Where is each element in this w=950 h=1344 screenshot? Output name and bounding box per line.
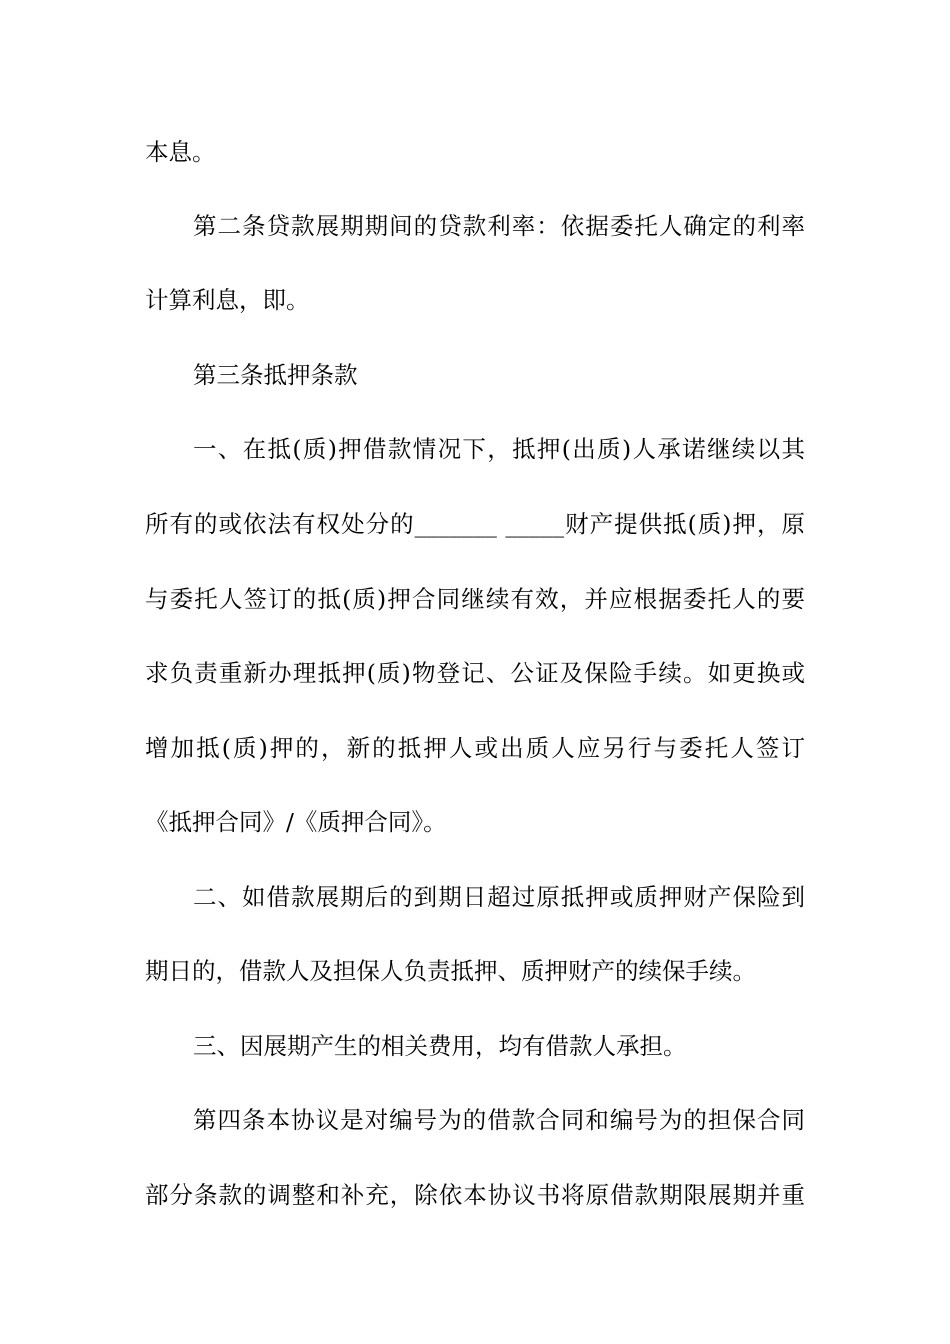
paragraph-line: 第二条贷款展期期间的贷款利率：依据委托人确定的利率 — [193, 212, 805, 240]
paragraph-line: 与委托人签订的抵(质)押合同继续有效，并应根据委托人的要 — [145, 585, 805, 613]
paragraph-line: 三、因展期产生的相关费用，均有借款人承担。 — [193, 1032, 687, 1060]
paragraph-line: 部分条款的调整和补充，除依本协议书将原借款期限展期并重 — [145, 1181, 805, 1209]
paragraph-line: 一、在抵(质)押借款情况下，抵押(出质)人承诺继续以其 — [193, 435, 805, 463]
paragraph-line: 所有的或依法有权处分的_______ _____财产提供抵(质)押，原 — [145, 510, 805, 538]
paragraph-line: 第四条本协议是对编号为的借款合同和编号为的担保合同 — [193, 1106, 805, 1134]
paragraph-line: 《抵押合同》/《质押合同》。 — [145, 808, 447, 836]
paragraph-line: 增加抵(质)押的，新的抵押人或出质人应另行与委托人签订 — [145, 734, 805, 762]
section-heading: 第三条抵押条款 — [193, 361, 358, 389]
paragraph-line: 计算利息，即。 — [145, 286, 310, 314]
paragraph-line: 求负责重新办理抵押(质)物登记、公证及保险手续。如更换或 — [145, 659, 805, 687]
paragraph-line: 本息。 — [145, 138, 216, 166]
paragraph-line: 期日的，借款人及担保人负责抵押、质押财产的续保手续。 — [145, 957, 756, 985]
paragraph-line: 二、如借款展期后的到期日超过原抵押或质押财产保险到 — [193, 883, 805, 911]
